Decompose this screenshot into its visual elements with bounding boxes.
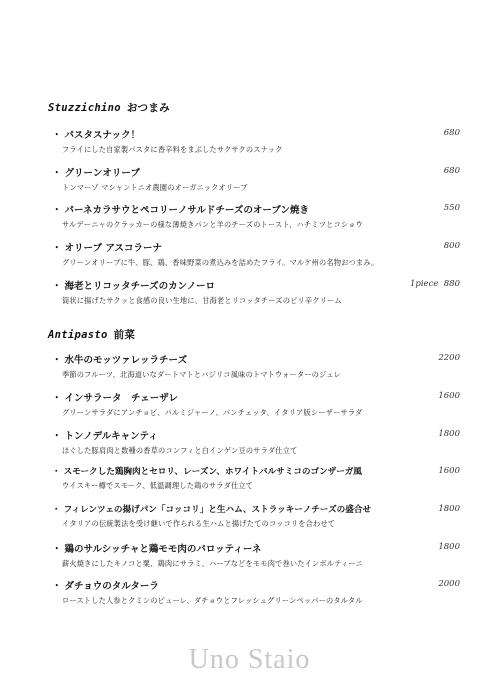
item-price: 2000 [438,579,460,589]
item-description: トンマーゾ マシャントニオ農園のオーガニックオリーブ [62,183,248,192]
price-value: 880 [443,279,460,289]
item-description: 筒状に揚げたサクッと食感の良い生地に、甘海老とリコッタチーズのピリ辛クリーム [62,296,342,305]
section-title-antipasto [48,327,135,342]
item-description: イタリアの伝統製法を受け継いで作られる生ハムと揚げたてのコッコリを合わせて [62,519,336,528]
item-price: 680 [443,128,460,138]
item-price: 550 [443,203,460,213]
menu-item: ・ インサラータ チェーザレ 1600 グリーンサラダにアンチョビ、パルミジャーノ、パンチェッタ、イタリア版シーザーサラダ [52,391,460,417]
item-description: ほぐした豚肩肉と数種の香草のコンフィと白インゲン豆のサラダ仕立て [62,446,298,455]
item-name: トンノデルキャンティ [64,431,158,442]
item-name: ダチョウのタルターラ [64,581,159,592]
item-name: オリーブ アスコラーナ [64,243,162,254]
menu-item: ・ スモークした鶏胸肉とセロリ、レーズン、ホワイトバルサミコのゴンザーガ風 1600 ウイスキー樽でスモーク、低温調理した鶏のサラダ仕立て [52,466,460,490]
section-title-jp: おつまみ [126,102,170,114]
item-name: 水牛のモッツァレッラチーズ [64,355,188,366]
item-description: フライにした自家製パスタに香辛料をまぶしたサクサクのスナック [62,145,283,154]
menu-item: ・ トンノデルキャンティ 1800 ほぐした豚肩肉と数種の香草のコンフィと白インゲン豆のサラダ仕立て [52,429,460,455]
menu-item: ・ 水牛のモッツァレッラチーズ 2200 季節のフルーツ、北海道いなダートマトとバジリコ風味のトマトウォーターのジュレ [52,353,460,379]
item-name: インサラータ チェーザレ [64,393,179,404]
menu-item: ・ オリーブ アスコラーナ 800 グリーンオリーブに牛、豚、鶏、香味野菜の煮込みを詰めたフライ。マルケ州の名物おつまみ。 [52,241,460,267]
item-description: グリーンオリーブに牛、豚、鶏、香味野菜の煮込みを詰めたフライ。マルケ州の名物おつまみ。 [62,258,379,267]
restaurant-logo: Uno Staio [188,644,311,675]
item-description: 季節のフルーツ、北海道いなダートマトとバジリコ風味のトマトウォーターのジュレ [62,370,342,379]
item-price: 2200 [438,353,460,363]
item-price: 1600 [438,466,460,476]
item-name: 海老とリコッタチーズのカンノーロ [64,281,215,292]
menu-item: ・ フィレンツェの揚げパン「コッコリ」と生ハム、ストラッキーノチーズの盛合せ 1800 イタリアの伝統製法を受け継いで作られる生ハムと揚げたてのコッコリを合わせて [52,504,460,528]
item-price: 1800 [438,429,460,439]
item-name: パーネカラサウとペコリーノサルドチーズのオーブン焼き [64,205,310,216]
item-description: ローストした人参とクミンのピューレ、ダチョウとフレッシュグリーンペッパーのタルタル [62,596,363,605]
item-name: パスタスナック！ [64,130,141,141]
section-title-jp: 前菜 [113,329,136,341]
item-description: サルデーニャのクラッカーの様な薄焼きパンと羊のチーズのトースト、ハチミツとコショウ [62,220,363,229]
item-description: 薪火焼きにしたキノコと粟、鶏肉にサラミ、ハーブなどをモモ肉で巻いたインボルティーニ [62,559,364,568]
section-title-it: Antipasto [48,329,108,341]
item-name: フィレンツェの揚げパン「コッコリ」と生ハム、ストラッキーノチーズの盛合せ [63,505,372,515]
item-name: 鶏のサルシッチャと鶏モモ肉のバロッティーネ [64,544,262,555]
menu-item: ・ 鶏のサルシッチャと鶏モモ肉のバロッティーネ 1800 薪火焼きにしたキノコと粟、鶏肉にサラミ、ハーブなどをモモ肉で巻いたインボルティーニ [52,542,460,568]
item-price: 800 [443,241,460,251]
menu-item: ・ パーネカラサウとペコリーノサルドチーズのオーブン焼き 550 サルデーニャのクラッカーの様な薄焼きパンと羊のチーズのトースト、ハチミツとコショウ [52,203,460,229]
item-description: ウイスキー樽でスモーク、低温調理した鶏のサラダ仕立て [62,481,254,490]
item-price: 1600 [438,391,460,401]
section-title-it: Stuzzichino [48,102,121,114]
item-price: 1800 [438,542,460,552]
item-name: スモークした鶏胸肉とセロリ、レーズン、ホワイトバルサミコのゴンザーガ風 [63,467,362,477]
item-price: 680 [443,166,460,176]
menu-item: ・ グリーンオリーブ 680 トンマーゾ マシャントニオ農園のオーガニックオリーブ [52,166,460,192]
menu-item: ・ パスタスナック！ 680 フライにした自家製パスタに香辛料をまぶしたサクサクのスナック [52,128,460,154]
menu-item: ・ 海老とリコッタチーズのカンノーロ 1piece 880 筒状に揚げたサクッと食感の良い生地に、甘海老とリコッタチーズのピリ辛クリーム [52,279,460,305]
item-name: グリーンオリーブ [64,168,140,179]
item-description: グリーンサラダにアンチョビ、パルミジャーノ、パンチェッタ、イタリア版シーザーサラダ [62,408,363,417]
section-title-stuzzichino [48,100,170,115]
item-price: 1800 [438,504,460,514]
item-price [410,279,460,289]
price-unit: 1piece [409,279,439,289]
menu-item: ・ ダチョウのタルターラ 2000 ローストした人参とクミンのピューレ、ダチョウとフレッシュグリーンペッパーのタルタル [52,579,460,605]
